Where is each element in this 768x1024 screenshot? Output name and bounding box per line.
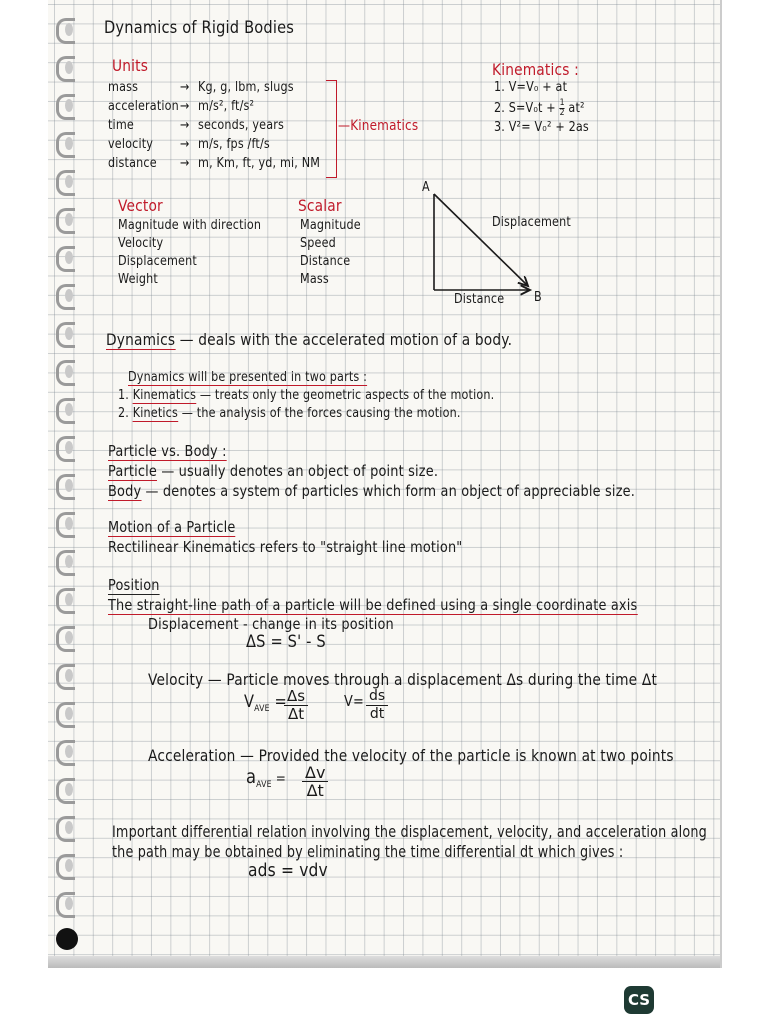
velocity-instant-fraction: $\frac{ds}{dt}$	[366, 688, 388, 723]
motion-text: Rectilinear Kinematics refers to "straight line motion"	[108, 538, 463, 556]
arrow-icon: →	[180, 99, 190, 114]
camscanner-logo: CS	[624, 986, 654, 1014]
displacement-arrow	[434, 194, 528, 286]
displacement-label: Displacement	[492, 215, 571, 230]
units-label: time	[108, 118, 134, 133]
important-line-2: the path may be obtained by eliminating the time differential dt which gives :	[112, 842, 624, 861]
particle-definition: Particle — usually denotes an object of point size.	[108, 462, 439, 480]
displacement-line: Displacement - change in its position	[148, 615, 394, 633]
vector-item: Weight	[118, 272, 158, 287]
displacement-equation: ΔS = S' - S	[246, 632, 326, 652]
page-title: Dynamics of Rigid Bodies	[104, 18, 295, 38]
distance-label: Distance	[454, 292, 505, 307]
particle-body-heading: Particle vs. Body :	[108, 442, 227, 460]
units-label: velocity	[108, 137, 154, 152]
velocity-average-fraction: $\frac{\Delta s}{\Delta t}$	[284, 688, 308, 723]
vector-heading: Vector	[118, 196, 163, 215]
units-label: mass	[108, 80, 139, 95]
dynamics-definition: Dynamics — deals with the accelerated motion of a body.	[106, 330, 513, 349]
important-line-1: Important differential relation involving the displacement, velocity, and acceleration along	[112, 822, 707, 841]
velocity-instant-lhs: V=	[344, 692, 364, 710]
arrow-icon: →	[180, 156, 190, 171]
scalar-item: Magnitude	[300, 218, 361, 233]
units-value: seconds, years	[198, 118, 284, 133]
units-label: acceleration	[108, 99, 179, 114]
units-group-label: —Kinematics	[338, 118, 419, 134]
units-value: Kg, g, lbm, slugs	[198, 80, 294, 95]
units-value: m/s², ft/s²	[198, 99, 255, 114]
velocity-average-lhs: $V_{AVE}$ =	[244, 692, 287, 714]
dynamics-parts-heading: Dynamics will be presented in two parts :	[128, 370, 368, 385]
units-bracket	[326, 80, 337, 178]
scalar-item: Mass	[300, 272, 329, 287]
kinematics-eq-2: 2. S=V₀t + $\frac{1}{2}$ at²	[494, 98, 585, 118]
displacement-diagram	[420, 180, 570, 310]
units-value: m, Km, ft, yd, mi, NM	[198, 156, 321, 171]
vector-item: Velocity	[118, 236, 164, 251]
position-heading: Position	[108, 576, 160, 594]
motion-heading: Motion of a Particle	[108, 518, 236, 536]
body-definition: Body — denotes a system of particles which form an object of appreciable size.	[108, 482, 636, 500]
scalar-heading: Scalar	[298, 196, 342, 215]
kinetics-part: 2. Kinetics — the analysis of the forces causing the motion.	[118, 406, 461, 421]
scalar-item: Distance	[300, 254, 351, 269]
arrow-icon: →	[180, 80, 190, 95]
units-heading: Units	[112, 56, 149, 75]
acceleration-average-lhs: $a_{AVE}$ =	[246, 766, 286, 790]
arrow-icon: →	[180, 137, 190, 152]
kinematics-part: 1. Kinematics — treats only the geometric aspects of the motion.	[118, 388, 495, 403]
vector-item: Displacement	[118, 254, 197, 269]
kinematics-heading: Kinematics :	[492, 60, 579, 79]
units-value: m/s, fps /ft/s	[198, 137, 270, 152]
units-label: distance	[108, 156, 157, 171]
kinematics-eq-3: 3. V²= V₀² + 2as	[494, 120, 589, 135]
velocity-line: Velocity — Particle moves through a displacement Δs during the time Δt	[148, 670, 658, 689]
point-b-label: B	[534, 290, 542, 305]
scalar-item: Speed	[300, 236, 336, 251]
position-text: The straight-line path of a particle will be defined using a single coordinate axis	[108, 596, 638, 614]
differential-equation: ads = vdv	[248, 860, 328, 881]
point-a-label: A	[422, 180, 430, 195]
binding-hole	[56, 928, 78, 950]
acceleration-average-fraction: $\frac{\Delta v}{\Delta t}$	[302, 764, 328, 799]
acceleration-line: Acceleration — Provided the velocity of the particle is known at two points	[148, 746, 674, 765]
vector-item: Magnitude with direction	[118, 218, 262, 233]
arrow-icon: →	[180, 118, 190, 133]
kinematics-eq-1: 1. V=V₀ + at	[494, 80, 568, 95]
